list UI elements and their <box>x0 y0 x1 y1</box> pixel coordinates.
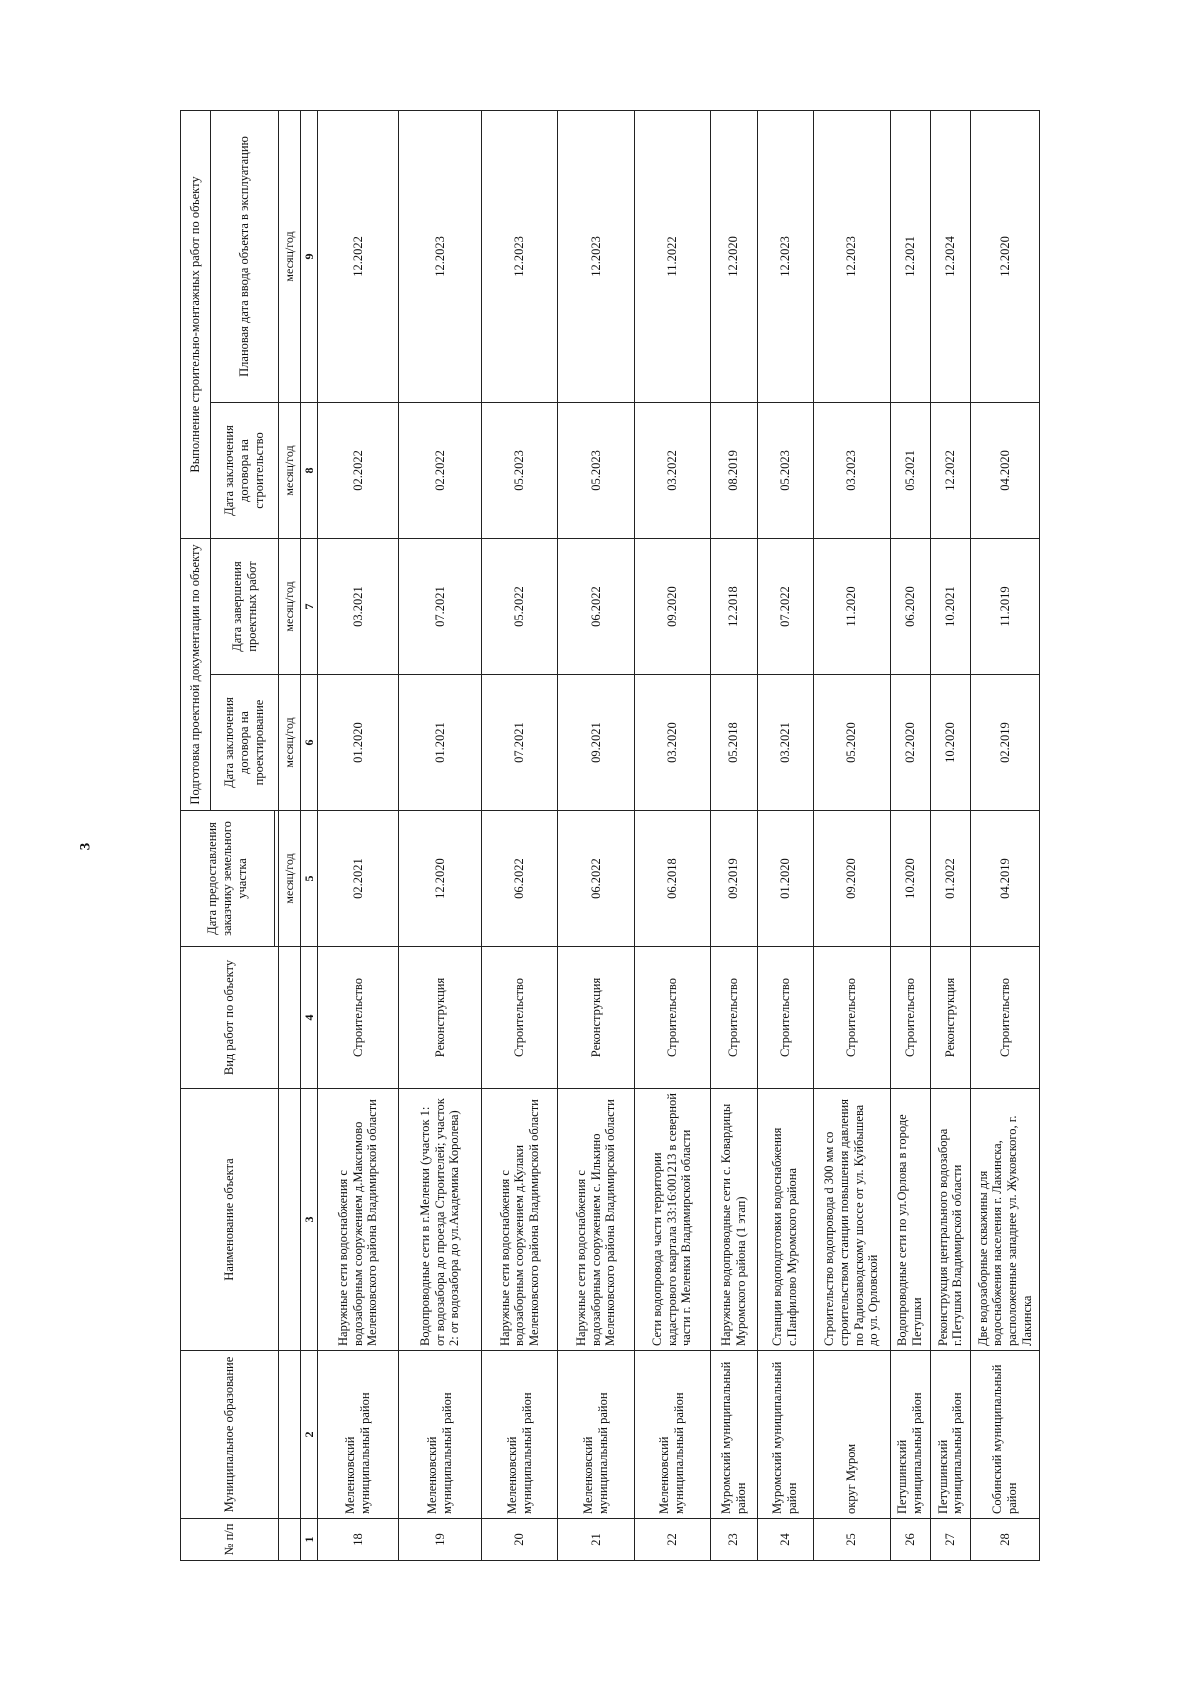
commission-date-cell: 12.2021 <box>890 110 930 402</box>
municipality-cell: Меленковский муниципальный район <box>634 1351 710 1519</box>
work-type-cell: Строительство <box>634 947 710 1089</box>
design-contract-cell: 05.2020 <box>813 675 890 811</box>
design-contract-cell: 07.2021 <box>482 675 558 811</box>
work-type-cell: Строительство <box>757 947 813 1089</box>
object-name-cell: Сети водопровода части территории кадастрового квартала 33:16:001213 в северной части г. Меленки Владимирской области <box>634 1089 710 1351</box>
design-end-cell: 11.2019 <box>971 538 1040 674</box>
object-name-cell: Строительство водопровода d 300 мм со строительством станции повышения давления по Радиозаводскому шоссе от ул. Куйбышева до ул. Орловской <box>813 1089 890 1351</box>
column-number: 9 <box>301 110 318 402</box>
unit-cell: месяц/год <box>279 538 301 674</box>
header-design-contract: Дата заключения договора на проектирование <box>211 675 279 811</box>
commission-date-cell: 12.2023 <box>482 110 558 402</box>
build-contract-cell: 12.2022 <box>930 402 971 538</box>
commission-date-cell: 12.2022 <box>318 110 398 402</box>
design-contract-cell: 10.2020 <box>930 675 971 811</box>
work-type-cell: Строительство <box>971 947 1040 1089</box>
design-end-cell: 12.2018 <box>710 538 757 674</box>
header-land-date: Дата предоставления заказчику земельного участка <box>181 811 275 947</box>
header-design-group: Подготовка проектной документации по объекту <box>181 538 211 810</box>
land-date-cell: 10.2020 <box>890 811 930 947</box>
unit-cell: месяц/год <box>279 675 301 811</box>
municipality-cell: Меленковский муниципальный район <box>398 1351 482 1519</box>
header-design-end: Дата завершения проектных работ <box>211 538 279 674</box>
column-number: 6 <box>301 675 318 811</box>
land-date-cell: 01.2022 <box>930 811 971 947</box>
row-number: 26 <box>890 1519 930 1561</box>
work-type-cell: Реконструкция <box>930 947 971 1089</box>
column-number: 7 <box>301 538 318 674</box>
object-name-cell: Наружные сети водоснабжения с водозаборным сооружением д.Максимово Меленковского района Владимирской области <box>318 1089 398 1351</box>
build-contract-cell: 03.2023 <box>813 402 890 538</box>
build-contract-cell: 05.2023 <box>558 402 634 538</box>
commission-date-cell: 12.2020 <box>710 110 757 402</box>
table-body <box>318 110 1040 1560</box>
municipality-cell: Муромский муниципальный район <box>757 1351 813 1519</box>
row-number: 19 <box>398 1519 482 1561</box>
table-row <box>757 110 813 1560</box>
object-name-cell: Две водозаборные скважины для водоснабжения населения г. Лакинска, расположенные западнее ул. Жуковского, г. Лакинска <box>971 1089 1040 1351</box>
work-type-cell: Строительство <box>710 947 757 1089</box>
object-name-cell: Станции водоподготовки водоснабжения с.Панфилово Муромского района <box>757 1089 813 1351</box>
table-row <box>482 110 558 1560</box>
design-contract-cell: 03.2021 <box>757 675 813 811</box>
land-date-cell: 04.2019 <box>971 811 1040 947</box>
table-row <box>710 110 757 1560</box>
object-name-cell: Реконструкция центрального водозабора г.Петушки Владимирской области <box>930 1089 971 1351</box>
design-end-cell: 05.2022 <box>482 538 558 674</box>
design-end-cell: 07.2022 <box>757 538 813 674</box>
build-contract-cell: 08.2019 <box>710 402 757 538</box>
build-contract-cell: 05.2021 <box>890 402 930 538</box>
unit-cell: месяц/год <box>279 110 301 402</box>
header-object: Наименование объекта <box>181 1089 279 1351</box>
land-date-cell: 09.2019 <box>710 811 757 947</box>
design-end-cell: 06.2020 <box>890 538 930 674</box>
table-row <box>558 110 634 1560</box>
design-end-cell: 09.2020 <box>634 538 710 674</box>
municipality-cell: Меленковский муниципальный район <box>482 1351 558 1519</box>
header-num: № п/п <box>181 1519 279 1561</box>
municipality-cell: Меленковский муниципальный район <box>318 1351 398 1519</box>
build-contract-cell: 05.2023 <box>482 402 558 538</box>
commission-date-cell: 12.2023 <box>813 110 890 402</box>
commission-date-cell: 12.2023 <box>398 110 482 402</box>
design-contract-cell: 03.2020 <box>634 675 710 811</box>
build-contract-cell: 05.2023 <box>757 402 813 538</box>
object-name-cell: Водопроводные сети по ул.Орлова в городе Петушки <box>890 1089 930 1351</box>
land-date-cell: 12.2020 <box>398 811 482 947</box>
design-contract-cell: 02.2020 <box>890 675 930 811</box>
design-end-cell: 03.2021 <box>318 538 398 674</box>
rotated-page-content <box>180 111 1040 1561</box>
table-row <box>318 110 398 1560</box>
page-number: 3 <box>77 842 94 851</box>
unit-cell: месяц/год <box>279 402 301 538</box>
design-contract-cell: 01.2021 <box>398 675 482 811</box>
municipality-cell: Петушинский муниципальный район <box>890 1351 930 1519</box>
work-type-cell: Строительство <box>813 947 890 1089</box>
row-number: 20 <box>482 1519 558 1561</box>
object-name-cell: Водопроводные сети в г.Меленки (участок 1: от водозабора до проезда Строителей; участок 2: от водозабора до ул.Академика Королева) <box>398 1089 482 1351</box>
header-municipality: Муниципальное образование <box>181 1351 279 1519</box>
row-number: 22 <box>634 1519 710 1561</box>
column-number: 8 <box>301 402 318 538</box>
build-contract-cell: 02.2022 <box>318 402 398 538</box>
row-number: 28 <box>971 1519 1040 1561</box>
header-work-type: Вид работ по объекту <box>181 947 279 1089</box>
table-row <box>890 110 930 1560</box>
build-contract-cell: 04.2020 <box>971 402 1040 538</box>
work-type-cell: Строительство <box>482 947 558 1089</box>
row-number: 27 <box>930 1519 971 1561</box>
municipality-cell: Меленковский муниципальный район <box>558 1351 634 1519</box>
table-row <box>813 110 890 1560</box>
design-contract-cell: 05.2018 <box>710 675 757 811</box>
design-contract-cell: 09.2021 <box>558 675 634 811</box>
unit-cell: месяц/год <box>279 811 301 947</box>
commission-date-cell: 12.2023 <box>558 110 634 402</box>
object-name-cell: Наружные водопроводные сети с. Ковардицы Муромского района (1 этап) <box>710 1089 757 1351</box>
row-number: 25 <box>813 1519 890 1561</box>
design-contract-cell: 02.2019 <box>971 675 1040 811</box>
land-date-cell: 06.2022 <box>558 811 634 947</box>
header-build-group: Выполнение строительно-монтажных работ по объекту <box>181 110 211 538</box>
land-date-cell: 06.2022 <box>482 811 558 947</box>
land-date-cell: 09.2020 <box>813 811 890 947</box>
work-type-cell: Реконструкция <box>398 947 482 1089</box>
column-number: 5 <box>301 811 318 947</box>
table-row <box>930 110 971 1560</box>
build-contract-cell: 02.2022 <box>398 402 482 538</box>
row-number: 21 <box>558 1519 634 1561</box>
header-commission: Плановая дата ввода объекта в эксплуатацию <box>211 110 279 402</box>
table-row <box>398 110 482 1560</box>
municipality-cell: Петушинский муниципальный район <box>930 1351 971 1519</box>
table-row <box>971 110 1040 1560</box>
table-row <box>634 110 710 1560</box>
column-number: 2 <box>301 1351 318 1519</box>
column-number: 1 <box>301 1519 318 1561</box>
row-number: 24 <box>757 1519 813 1561</box>
municipality-cell: Собинский муниципальный район <box>971 1351 1040 1519</box>
commission-date-cell: 11.2022 <box>634 110 710 402</box>
land-date-cell: 06.2018 <box>634 811 710 947</box>
land-date-cell: 02.2021 <box>318 811 398 947</box>
header-build-contract: Дата заключения договора на строительство <box>211 402 279 538</box>
work-type-cell: Строительство <box>890 947 930 1089</box>
build-contract-cell: 03.2022 <box>634 402 710 538</box>
design-end-cell: 11.2020 <box>813 538 890 674</box>
commission-date-cell: 12.2020 <box>971 110 1040 402</box>
object-name-cell: Наружные сети водоснабжения с водозаборным сооружением с. Илькино Меленковского района Владимирской области <box>558 1089 634 1351</box>
design-contract-cell: 01.2020 <box>318 675 398 811</box>
commission-date-cell: 12.2023 <box>757 110 813 402</box>
row-number: 18 <box>318 1519 398 1561</box>
commission-date-cell: 12.2024 <box>930 110 971 402</box>
schedule-table <box>180 110 1040 1561</box>
row-number: 23 <box>710 1519 757 1561</box>
design-end-cell: 10.2021 <box>930 538 971 674</box>
work-type-cell: Реконструкция <box>558 947 634 1089</box>
design-end-cell: 06.2022 <box>558 538 634 674</box>
municipality-cell: округ Муром <box>813 1351 890 1519</box>
object-name-cell: Наружные сети водоснабжения с водозаборным сооружением д.Кулаки Меленковского района Владимирской области <box>482 1089 558 1351</box>
municipality-cell: Муромский муниципальный район <box>710 1351 757 1519</box>
column-number: 3 <box>301 1089 318 1351</box>
work-type-cell: Строительство <box>318 947 398 1089</box>
land-date-cell: 01.2020 <box>757 811 813 947</box>
column-number: 4 <box>301 947 318 1089</box>
design-end-cell: 07.2021 <box>398 538 482 674</box>
